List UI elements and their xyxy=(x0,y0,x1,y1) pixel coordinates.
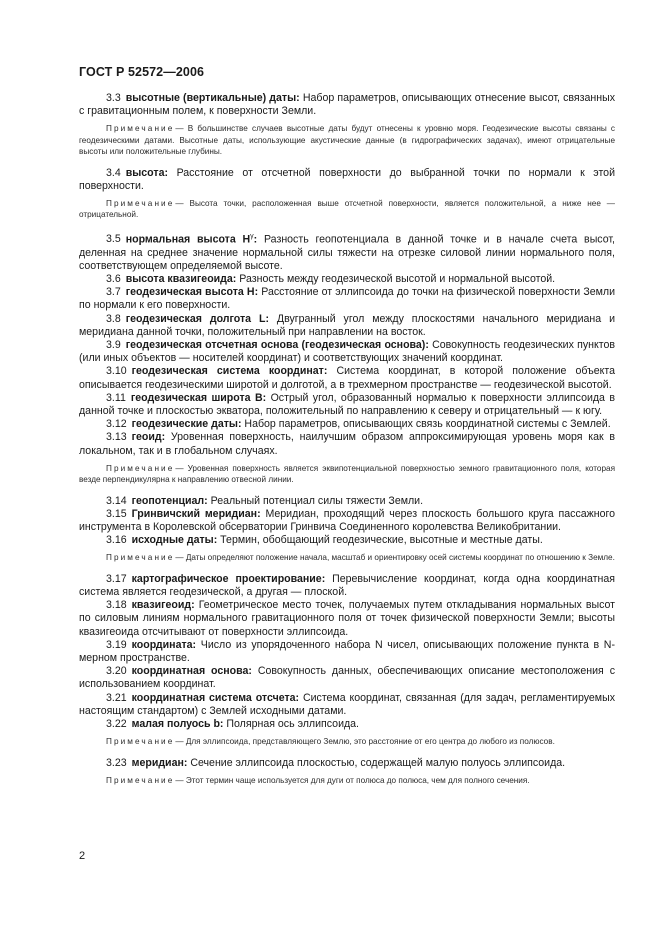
entry-number: 3.20 xyxy=(106,665,127,678)
entry-number: 3.11 xyxy=(106,391,126,404)
note-text: — Даты определяют положение начала, масштаб и ориентировку осей системы координат по отношению к Земле. xyxy=(175,553,615,563)
note-paragraph xyxy=(79,123,615,157)
entry-definition: Уровенная поверхность, наилучшим образом аппроксимирующая уровень моря как в локальном, так и в глобальном случаях. xyxy=(79,431,615,457)
entry-number: 3.22 xyxy=(106,718,127,731)
entry-number: 3.13 xyxy=(106,431,127,444)
page-header: ГОСТ Р 52572—2006 xyxy=(79,65,205,79)
note-label: Примечание xyxy=(106,737,175,747)
entry-term-superscript: γ xyxy=(250,232,254,240)
definition-entry xyxy=(79,167,615,193)
entry-definition: Перевычисление координат, когда одна координатная система является геодезической, а другая — плоской. xyxy=(79,572,615,599)
entry-term: картографическое проектирование: xyxy=(131,572,326,585)
entry-term: меридиан: xyxy=(131,756,188,769)
entry-definition: Разность геопотенциала в данной точке и в начале счета высот, деленная на среднее значение нормальной силы тяжести на отрезке силовой линии нормального поля, соответствующем определяемой высоте. xyxy=(79,233,615,272)
entry-term: геопотенциал: xyxy=(131,494,208,507)
definition-entry xyxy=(79,692,615,718)
note-label: Примечание xyxy=(106,553,175,563)
entry-number: 3.14 xyxy=(106,494,127,507)
entry-term: геодезические даты: xyxy=(131,418,242,431)
definition-entry xyxy=(79,495,615,508)
definition-entry xyxy=(79,599,615,639)
entry-term: координата: xyxy=(131,638,197,651)
entry-term: геодезическая долгота L: xyxy=(125,312,269,325)
entry-term: координатная система отсчета: xyxy=(131,691,300,704)
definition-entry xyxy=(79,718,615,731)
note-label: Примечание xyxy=(106,124,175,134)
entry-definition: Набор параметров, описывающих отнесение высот, связанных с гравитационным полем, к поверхности Земли. xyxy=(79,92,616,118)
document-body xyxy=(79,92,615,791)
note-text: — Высота точки, расположенная выше отсчетной поверхности, является положительной, а ниже нее — отрицательной. xyxy=(79,199,615,220)
note-label: Примечание xyxy=(106,199,175,209)
entry-definition: Совокупность геодезических пунктов (или иных объектов — носителей координат) и соответствующих значений координат. xyxy=(79,339,616,365)
entry-term: Гринвичский меридиан: xyxy=(131,507,261,520)
definition-entry xyxy=(79,431,615,457)
entry-number: 3.21 xyxy=(106,691,127,704)
entry-number: 3.5 xyxy=(106,233,121,246)
entry-number: 3.9 xyxy=(106,339,121,351)
note-paragraph xyxy=(79,463,615,486)
definition-entry xyxy=(79,365,615,391)
entry-definition: Система координат, связанная (для задач, регламентируемых настоящим стандартом) с Землей исходными датами. xyxy=(79,691,616,717)
entry-number: 3.17 xyxy=(106,572,127,585)
note-text: — Этот термин чаще используется для дуги от полюса до полюса, чем для полного сечения. xyxy=(175,775,530,785)
entry-definition: Полярная ось эллипсоида. xyxy=(223,718,359,731)
entry-number: 3.19 xyxy=(106,638,127,651)
entry-term: высота: xyxy=(125,166,169,179)
definition-entry xyxy=(79,534,615,547)
note-text: — Для эллипсоида, представляющего Землю, это расстояние от его центра до любого из полюсов. xyxy=(175,737,555,747)
definition-entry xyxy=(79,392,615,418)
note-paragraph xyxy=(79,552,615,563)
definition-entry xyxy=(79,665,615,691)
note-text: — Уровенная поверхность является эквипотенциальной поверхностью земного гравитационного поля, которая везде перпендикулярна к направлению отвесной линии. xyxy=(79,463,615,485)
entry-term: нормальная высота H xyxy=(125,233,251,246)
definition-entry xyxy=(79,273,615,286)
entry-term: геодезическая высота H: xyxy=(125,286,259,299)
note-label: Примечание xyxy=(106,775,175,785)
definition-entry xyxy=(79,418,615,431)
entry-definition: Сечение эллипсоида плоскостью, содержащей малую полуось эллипсоида. xyxy=(187,756,566,769)
entry-definition: Расстояние от отсчетной поверхности до выбранной точки по нормали к этой поверхности. xyxy=(79,166,615,192)
note-paragraph xyxy=(79,198,615,221)
entry-number: 3.16 xyxy=(106,534,127,547)
definition-entry xyxy=(79,339,615,365)
entry-definition: Число из упорядоченного набора N чисел, описывающих положение пункта в N-мерном пространстве. xyxy=(79,638,615,665)
definition-entry xyxy=(79,508,615,534)
entry-number: 3.23 xyxy=(106,756,127,769)
page-number: 2 xyxy=(79,850,86,862)
definition-entry xyxy=(79,230,615,273)
entry-term: исходные даты: xyxy=(131,534,218,547)
entry-number: 3.8 xyxy=(106,312,121,325)
definition-entry xyxy=(79,92,615,118)
entry-term-suffix: : xyxy=(253,233,258,246)
entry-term: координатная основа: xyxy=(131,665,252,678)
note-paragraph xyxy=(79,775,615,786)
entry-number: 3.7 xyxy=(106,286,121,299)
entry-definition: Острый угол, образованный нормалью к поверхности эллипсоида в данной точке и плоскостью экватора, положительный по направлению к северу и отрицательный — к югу. xyxy=(79,391,615,418)
entry-number: 3.18 xyxy=(106,599,127,612)
entry-definition: Реальный потенциал силы тяжести Земли. xyxy=(207,494,424,507)
entry-number: 3.15 xyxy=(106,507,127,520)
entry-number: 3.4 xyxy=(106,166,121,179)
definition-entry xyxy=(79,286,615,312)
note-label: Примечание xyxy=(106,463,175,473)
entry-definition: Система координат, в которой положение объекта описывается геодезическими широтой и долготой, а в трехмерном пространстве — геодезической высотой. xyxy=(79,365,615,391)
definition-entry xyxy=(79,639,615,665)
entry-number: 3.12 xyxy=(106,418,127,431)
definition-entry xyxy=(79,313,615,339)
entry-term: малая полуось b: xyxy=(131,718,224,731)
entry-term: высота квазигеоида: xyxy=(125,272,237,285)
entry-number: 3.6 xyxy=(106,272,121,285)
entry-term: геодезическая широта B: xyxy=(130,391,267,404)
entry-definition: Меридиан, проходящий через плоскость большого круга пассажного инструмента в Королевской обсерватории Гринвича Соединенного королевства Великобритании. xyxy=(79,507,615,534)
definition-entry xyxy=(79,757,615,770)
entry-term: квазигеоид: xyxy=(131,599,195,612)
note-text: — В большинстве случаев высотные даты будут отнесены к уровню моря. Геодезические высоты связаны с геодезическими датами. Высотные даты, использующие акустические данные (в гидрографических задачах), имеют отрицательные высоты или положительные глубины. xyxy=(79,124,615,157)
entry-term: геодезическая отсчетная основа (геодезическая основа): xyxy=(125,339,429,351)
entry-definition: Двугранный угол между плоскостями начального меридиана и меридиана данной точки, положительный при направлении на восток. xyxy=(79,312,615,338)
entry-number: 3.10 xyxy=(106,365,127,378)
entry-definition: Термин, обобщающий геодезические, высотные и местные даты. xyxy=(217,534,543,547)
definition-entry xyxy=(79,573,615,599)
entry-definition: Расстояние от эллипсоида до точки на физической поверхности Земли по нормали к его поверхности. xyxy=(79,286,615,312)
entry-number: 3.3 xyxy=(106,92,121,104)
entry-term: высотные (вертикальные) даты: xyxy=(125,92,300,104)
entry-definition: Геометрическое место точек, получаемых путем откладывания нормальных высот по силовым линиям нормального гравитационного поля от точек физической поверхности Земли; высоты квазигеоида отсчитывают от поверхности эллипсоида. xyxy=(79,599,615,638)
entry-definition: Набор параметров, описывающих связь координатной системы с Землей. xyxy=(241,418,611,431)
entry-definition: Совокупность данных, обеспечивающих описание местоположения с использованием координат. xyxy=(79,665,616,691)
entry-definition: Разность между геодезической высотой и нормальной высотой. xyxy=(236,272,556,285)
entry-term: геоид: xyxy=(131,431,166,444)
note-paragraph xyxy=(79,736,615,747)
entry-term: геодезическая система координат: xyxy=(131,365,328,378)
